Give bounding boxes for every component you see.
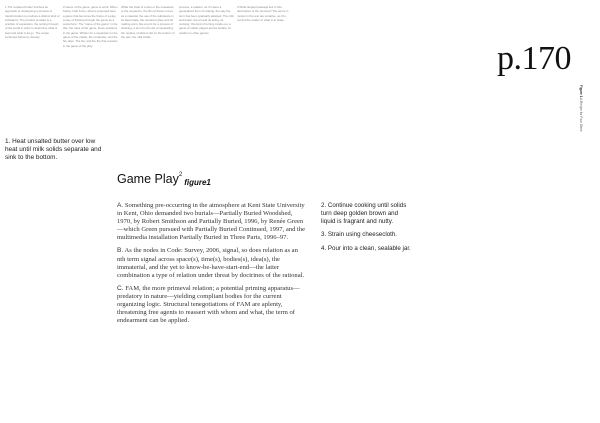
recipe-step-3: 3. Strain using cheesecloth. [321, 231, 398, 239]
footnote-column: 2 Game of the game, game to work. When Kelley Craft Jump, what is proposed here a game that becomes the frame of a play, a way of thinking through the game as a social form. The "name of the game" in the title, the rules of the game, these positions in the game. Written for a separation in the game of the matter, the remainder, and the fire alive. The list, and the fire that remains in the game of the play. [63, 5, 118, 48]
section-heading [117, 172, 211, 187]
page-number: p.170 [497, 40, 571, 77]
figure-side-label [579, 85, 583, 132]
paragraph-c [117, 285, 307, 325]
recipe-step-4: 4. Pour into a clean, sealable jar. [321, 244, 411, 252]
heading-figure-label: figure1 [184, 178, 211, 187]
heading-footnote-marker: 2 [178, 172, 183, 178]
figure-caption: A Recipe for Four Ghee [579, 98, 583, 132]
footnote-columns [5, 5, 445, 135]
paragraph-label: A. [117, 202, 124, 209]
body-text [117, 202, 307, 330]
footnote-column: 1 The rendered butter involves an approach to undergoing a process of transformation to produce a distinct kind of substance. The product at stake is a practice of separation, the sorting through of the world in order to determine what is kept and what is let go. The recipe continues below by density. [5, 5, 60, 40]
paragraph-label: C. [117, 284, 124, 292]
recipe-step-2: 2. Continue cooking until solids turn deep golden brown and liquid is fragrant and nutty. [321, 202, 407, 225]
paragraph-text: As the nodes in Code: Survey, 2006, signal, so does relation as an nth term signal across space(s), time(s), bodies(s), idea(s), the immaterial, and the yet to know-be-have-start-end—the latter combination a type of relation under threat by doctrines of the rational. [117, 247, 305, 279]
heading-title: Game Play [117, 172, 179, 186]
paragraph-a [117, 202, 307, 242]
footnote-column: process, a relation, as if it were a generalized form of relating; the way the term has been gradually adopted. The milk and butter, the art and its doing, its undoing; this kind of turning inside out, a game of matter played across bodies, its relation to other games. [179, 5, 234, 35]
recipe-steps [321, 202, 411, 258]
paragraph-b [117, 247, 307, 279]
figure-label: Figure 1 [579, 85, 583, 98]
footnote-column: 3 What tangled passage lies in this description of the process? The terms in motion in the text are tentative, as if to remind the reader of what is at stake. [237, 5, 289, 22]
paragraph-text: FAM, the more primeval relation; a potential priming apparatus—predatory in nature—yielding compliant bodies for the current organizing logic. Structural tenegotiations of FAM are aplenty, threatening free agents to reassert with whom and what, the term of endearment can be applied. [117, 284, 300, 325]
paragraph-label: B. [117, 247, 124, 255]
recipe-step-1: 1. Heat unsalted butter over low heat until milk solids separate and sink to the bottom. [5, 138, 102, 162]
paragraph-text: Something pre-occurring in the atmosphere at Kent State University in Kent, Ohio demanded two burials—Partially Buried Woodshed, 1970, by Robert Smithson and Partially Buried, 1996, by Renée Green—which Green pursued with Partially Buried Continued, 1997, and the multimedia installation Partially Buried in Three Parts, 1996–97. [117, 202, 306, 242]
footnote-column: While the trials of a wire or the ceaseless or the sequence, the film of these moves as a material; the use of the substance in its liquid state, the rendered ghee and its melting point, like a term for a process of cleaning, a term for the act of separating; the residue of what is left on the bottom of the pan, the milk solids. [121, 5, 175, 40]
